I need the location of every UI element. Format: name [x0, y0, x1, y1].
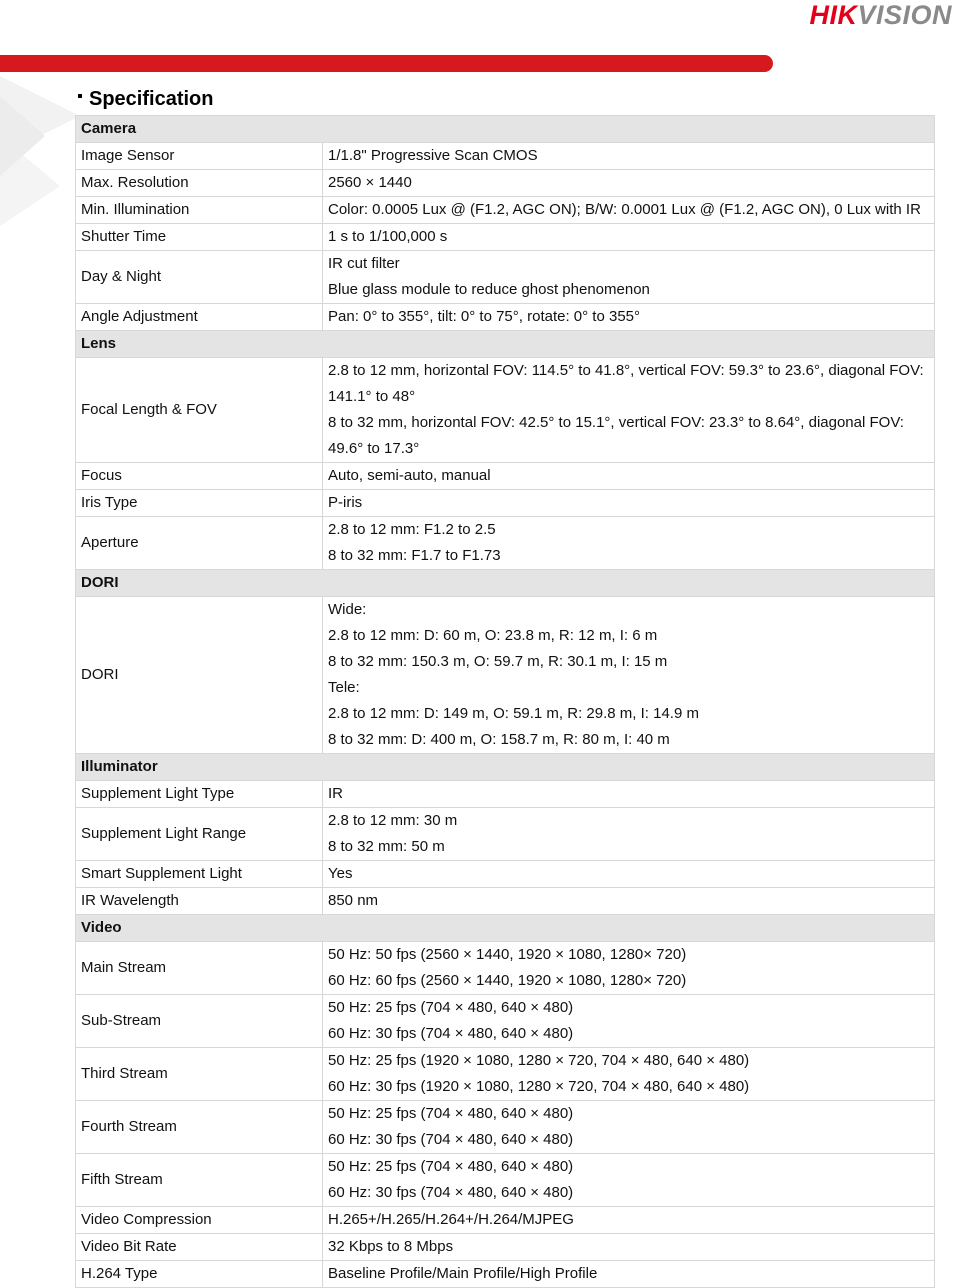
spec-section-row [76, 331, 935, 358]
logo-part-vision: VISION [857, 0, 952, 30]
spec-value-line: Wide: [328, 601, 367, 618]
spec-value-line: 2.8 to 12 mm: D: 149 m, O: 59.1 m, R: 29.8 m, I: 14.9 m [328, 705, 699, 722]
spec-value-line: 2560 × 1440 [328, 174, 412, 191]
spec-label: Min. Illumination [76, 197, 323, 224]
spec-value-line: 50 Hz: 25 fps (704 × 480, 640 × 480) [328, 999, 574, 1016]
spec-label: Fifth Stream [76, 1154, 323, 1207]
spec-label: Video Compression [76, 1207, 323, 1234]
spec-label: IR Wavelength [76, 888, 323, 915]
spec-value-line: 8 to 32 mm: 150.3 m, O: 59.7 m, R: 30.1 m, I: 15 m [328, 653, 668, 670]
spec-row [76, 358, 935, 463]
spec-value [323, 358, 935, 463]
spec-row [76, 995, 935, 1048]
spec-label: Focal Length & FOV [76, 358, 323, 463]
spec-row [76, 1234, 935, 1261]
spec-value-line: H.265+/H.265/H.264+/H.264/MJPEG [328, 1211, 574, 1228]
spec-value [323, 490, 935, 517]
spec-row [76, 597, 935, 754]
spec-label: H.264 Type [76, 1261, 323, 1288]
spec-label: DORI [76, 597, 323, 754]
spec-value-line: 8 to 32 mm: F1.7 to F1.73 [328, 547, 501, 564]
spec-value [323, 1048, 935, 1101]
spec-value [323, 861, 935, 888]
spec-row [76, 304, 935, 331]
spec-value-line: Blue glass module to reduce ghost phenomenon [328, 281, 650, 298]
spec-row [76, 808, 935, 861]
spec-value-line: 32 Kbps to 8 Mbps [328, 1238, 454, 1255]
spec-label: Image Sensor [76, 143, 323, 170]
spec-label: Video Bit Rate [76, 1234, 323, 1261]
spec-value-line: Tele: [328, 679, 360, 696]
spec-label: Supplement Light Type [76, 781, 323, 808]
spec-value-line: Baseline Profile/Main Profile/High Profile [328, 1265, 598, 1282]
spec-row [76, 224, 935, 251]
spec-value-line: 50 Hz: 25 fps (704 × 480, 640 × 480) [328, 1158, 574, 1175]
spec-value-line: Yes [328, 865, 353, 882]
header-red-bar [0, 55, 773, 72]
spec-value-line: 50 Hz: 50 fps (2560 × 1440, 1920 × 1080, 1280× 720) [328, 946, 687, 963]
spec-value [323, 251, 935, 304]
spec-label: Day & Night [76, 251, 323, 304]
spec-row [76, 463, 935, 490]
spec-value [323, 995, 935, 1048]
spec-value-line: 8 to 32 mm: D: 400 m, O: 158.7 m, R: 80 m, I: 40 m [328, 731, 670, 748]
section-title-text: Specification [89, 88, 214, 110]
spec-row [76, 1048, 935, 1101]
spec-row [76, 861, 935, 888]
spec-value [323, 224, 935, 251]
spec-value-line: 850 nm [328, 892, 379, 909]
spec-value-line: Color: 0.0005 Lux @ (F1.2, AGC ON); B/W: 0.0001 Lux @ (F1.2, AGC ON), 0 Lux with IR [328, 201, 921, 218]
spec-value [323, 1207, 935, 1234]
spec-value [323, 781, 935, 808]
spec-value [323, 143, 935, 170]
spec-value [323, 517, 935, 570]
spec-value [323, 304, 935, 331]
spec-label: Shutter Time [76, 224, 323, 251]
spec-label: Sub-Stream [76, 995, 323, 1048]
spec-value [323, 1154, 935, 1207]
spec-value [323, 1101, 935, 1154]
spec-row [76, 170, 935, 197]
hikvision-logo [809, 0, 952, 31]
spec-label: Focus [76, 463, 323, 490]
spec-section-label: Illuminator [76, 754, 935, 781]
spec-label: Smart Supplement Light [76, 861, 323, 888]
spec-row [76, 781, 935, 808]
spec-row [76, 490, 935, 517]
spec-row [76, 1207, 935, 1234]
bullet-square-icon [78, 94, 82, 98]
spec-value-line: 60 Hz: 30 fps (704 × 480, 640 × 480) [328, 1184, 574, 1201]
spec-row [76, 251, 935, 304]
spec-value-line: 60 Hz: 60 fps (2560 × 1440, 1920 × 1080, 1280× 720) [328, 972, 687, 989]
spec-table [75, 115, 935, 1288]
spec-row [76, 1154, 935, 1207]
spec-value-line: 2.8 to 12 mm: 30 m [328, 812, 458, 829]
spec-row [76, 197, 935, 224]
spec-value-line: 8 to 32 mm, horizontal FOV: 42.5° to 15.1°, vertical FOV: 23.3° to 8.64°, diagonal FOV: 49.6° to 17.3° [328, 414, 904, 457]
spec-value-line: 60 Hz: 30 fps (1920 × 1080, 1280 × 720, 704 × 480, 640 × 480) [328, 1078, 750, 1095]
spec-label: Angle Adjustment [76, 304, 323, 331]
spec-value [323, 197, 935, 224]
spec-value [323, 170, 935, 197]
spec-value-line: 8 to 32 mm: 50 m [328, 838, 445, 855]
spec-value [323, 1261, 935, 1288]
spec-row [76, 1261, 935, 1288]
spec-row [76, 1101, 935, 1154]
spec-section-row [76, 754, 935, 781]
spec-value-line: P-iris [328, 494, 363, 511]
logo-part-hik: HIK [809, 0, 858, 30]
spec-row [76, 143, 935, 170]
spec-label: Aperture [76, 517, 323, 570]
spec-row [76, 942, 935, 995]
section-title [78, 88, 213, 111]
spec-value-line: IR cut filter [328, 255, 400, 272]
spec-value-line: 1 s to 1/100,000 s [328, 228, 448, 245]
spec-section-row [76, 915, 935, 942]
spec-label: Main Stream [76, 942, 323, 995]
spec-value-line: 2.8 to 12 mm, horizontal FOV: 114.5° to 41.8°, vertical FOV: 59.3° to 23.6°, diagonal FOV: 141.1° to 48° [328, 362, 924, 405]
spec-section-label: Video [76, 915, 935, 942]
spec-section-row [76, 116, 935, 143]
spec-section-row [76, 570, 935, 597]
spec-label: Supplement Light Range [76, 808, 323, 861]
spec-section-label: Camera [76, 116, 935, 143]
spec-section-label: Lens [76, 331, 935, 358]
spec-label: Third Stream [76, 1048, 323, 1101]
spec-value-line: 60 Hz: 30 fps (704 × 480, 640 × 480) [328, 1025, 574, 1042]
spec-value [323, 942, 935, 995]
spec-value-line: Pan: 0° to 355°, tilt: 0° to 75°, rotate: 0° to 355° [328, 308, 641, 325]
spec-value [323, 1234, 935, 1261]
spec-value-line: 50 Hz: 25 fps (1920 × 1080, 1280 × 720, 704 × 480, 640 × 480) [328, 1052, 750, 1069]
spec-label: Iris Type [76, 490, 323, 517]
spec-value-line: 60 Hz: 30 fps (704 × 480, 640 × 480) [328, 1131, 574, 1148]
spec-value-line: Auto, semi-auto, manual [328, 467, 491, 484]
spec-value [323, 888, 935, 915]
spec-value-line: 2.8 to 12 mm: D: 60 m, O: 23.8 m, R: 12 m, I: 6 m [328, 627, 658, 644]
spec-label: Max. Resolution [76, 170, 323, 197]
spec-row [76, 517, 935, 570]
spec-value-line: IR [328, 785, 343, 802]
spec-value [323, 463, 935, 490]
spec-value [323, 597, 935, 754]
spec-row [76, 888, 935, 915]
spec-section-label: DORI [76, 570, 935, 597]
spec-value-line: 50 Hz: 25 fps (704 × 480, 640 × 480) [328, 1105, 574, 1122]
spec-value [323, 808, 935, 861]
spec-value-line: 1/1.8" Progressive Scan CMOS [328, 147, 538, 164]
spec-label: Fourth Stream [76, 1101, 323, 1154]
spec-value-line: 2.8 to 12 mm: F1.2 to 2.5 [328, 521, 496, 538]
